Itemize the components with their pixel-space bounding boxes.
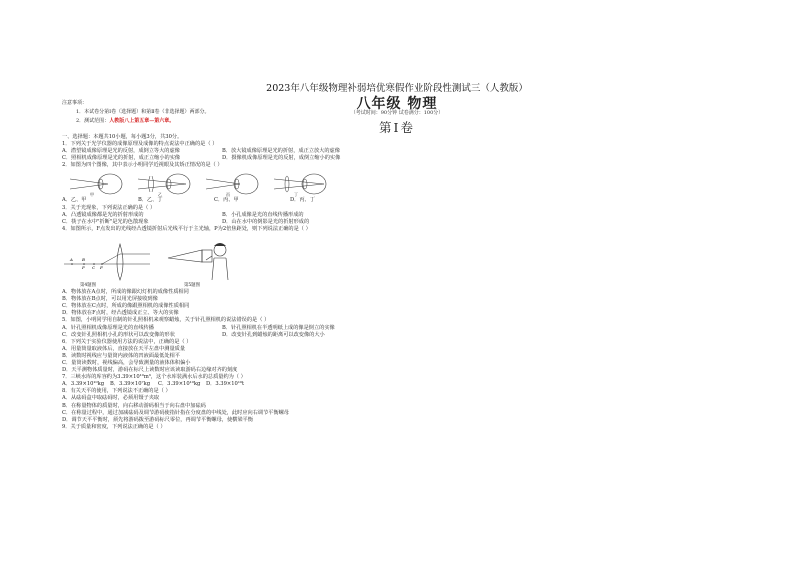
q4-option-d: D．物体放在F点时，经凸透镜成正立、等大的实像: [62, 310, 179, 317]
q4-option-b: B．物体放在B点时，可以用光屏接收到像: [62, 296, 158, 303]
q1-option-d: D．摄像机成像原理是光的反射，成倒立缩小的实像: [222, 155, 341, 162]
q6-option-c: C．量筒读数时，视线偏高，会导致测量的液体体积偏小: [62, 359, 191, 366]
q2-eye-diagrams: [68, 171, 502, 197]
eye-label-jia: 甲: [90, 192, 94, 198]
q6-option-a: A．用量筒量取液体后，直接放在天平左盘中测量质量: [62, 345, 186, 352]
q5-options-row1: [62, 325, 502, 332]
q1-option-a: A．潜望镜成像原理是光的反射，成倒立等大的虚像: [62, 148, 180, 155]
q8-stem: 8．有关天平的使用，下列说法不正确的是（ ）: [62, 388, 171, 395]
eye-diagram-ding: [272, 171, 330, 197]
eye-diagram-jia: [68, 171, 126, 197]
q8-option-a: A．从砝码盒中取砝码时，必须用镊子夹取: [62, 395, 160, 402]
q5-option-a: A．针孔照相机成像原理是光的直线传播: [62, 324, 154, 331]
svg-text:P: P: [82, 264, 85, 270]
q8-option-c: C．在称量过程中，通过加减砝码及调节游码使指针指在分度盘的中线处，此时应向右调节平衡螺母: [62, 409, 290, 416]
q2-options: [62, 197, 502, 204]
notice-item-2-prefix: 2．测试范围：: [76, 118, 110, 124]
q6-option-d: D．天平测物体质量时，游码在标尺上读数时应该读取游码右边缘对齐的刻度: [62, 367, 238, 374]
fig4-caption: 第4题图: [80, 282, 96, 288]
q2-option-d: D．丙、丁: [290, 197, 315, 204]
notice-item-1: 1．本试卷分第Ⅰ卷（选择题）和第Ⅱ卷（非选择题）两部分。: [76, 109, 210, 115]
q3-stem: 3．关于光现象，下列说法正确的是（ ）: [62, 204, 156, 211]
eye-diagram-yi: [136, 171, 194, 197]
q3-option-c: C．筷子在水中"折断"是光的色散现象: [62, 218, 149, 225]
q7-stem: 7．三峡水库的库容约为3.39×10¹⁰m³，这个水库装满水后水的总质量约为（ ）: [62, 374, 246, 381]
eye-yi-image: [136, 171, 194, 197]
eye-jia-image: [68, 171, 126, 197]
q2-option-b: B．乙、丁: [138, 197, 163, 204]
svg-text:F: F: [100, 264, 103, 270]
question-body: [62, 134, 502, 431]
part-title: 第Ⅰ卷: [379, 120, 415, 135]
eye-bing-image: [204, 171, 262, 197]
q1-option-c: C．照相机成像原理是光的折射，成正立缩小的实像: [62, 155, 181, 162]
section-heading: 一、选择题：本题共10小题，每小题3分，共30分。: [62, 134, 183, 140]
q5-option-d: D．改变针孔到蜡烛的距离可以改变像的大小: [222, 331, 325, 338]
q7-option-a: A．3.39×10¹⁰kg: [62, 381, 105, 388]
q8-option-d: D．调节天平平衡时，须先将游码拨至游码标尺零位，再调节平衡螺母，使横梁平衡: [62, 416, 253, 423]
eye-label-bing: 丙: [226, 192, 230, 198]
q8-option-b: B．在称量物体的质量时，向右移动游码相当于向右盘中加砝码: [62, 402, 206, 409]
lens-diagram: [62, 236, 152, 282]
q2-option-a: A．乙、甲: [62, 197, 87, 204]
q3-option-d: D．山在水中的倒影是光的折射形成的: [222, 218, 310, 225]
q6-stem: 6．下列关于实验仪器使用方法的说法中，正确的是（ ）: [62, 338, 192, 345]
eye-label-ding: 丁: [294, 192, 298, 198]
exam-meta: （考试时间：90分钟 试卷满分：100分）: [350, 110, 444, 116]
svg-text:B: B: [82, 256, 85, 262]
q2-option-c: C．丙、甲: [214, 197, 239, 204]
eye-ding-image: [272, 171, 330, 197]
q4-stem: 4．如图所示，F点发出的光线经凸透镜折射后光线平行于主光轴，P为2倍焦距处，则下列说法正确的是（ ）: [62, 225, 311, 232]
q3-option-b: B．小孔成像是光的直线传播形成的: [222, 211, 304, 218]
svg-text:A: A: [70, 256, 73, 262]
q9-stem: 9．关于质量和密度，下列说法正确的是（ ）: [62, 423, 166, 430]
figure-captions: [80, 282, 502, 289]
fig5-caption: 第5题图: [184, 282, 200, 288]
q3-options-row1: [62, 212, 502, 219]
q5-options-row2: [62, 332, 502, 339]
q7-option-b: B．3.39×10⁷kg: [110, 381, 151, 388]
notice-heading: 注意事项：: [62, 100, 88, 106]
eye-label-yi: 乙: [158, 192, 162, 198]
test-scope: 人教版八上第五章—第六章。: [109, 118, 175, 124]
q1-stem: 1．下列关于光学仪器的成像原理及成像的特点说法中正确的是（ ）: [62, 141, 218, 148]
q7-option-d: D．3.39×10¹⁰t: [206, 381, 245, 388]
q1-option-b: B．放大镜成像原理是光的折射，成正立放大的虚像: [222, 148, 340, 155]
q3-options-row2: [62, 219, 502, 226]
q3-option-a: A．凸透镜成像都是光的折射形成的: [62, 211, 144, 218]
q5-option-c: C．改变针孔照相机小孔的形状可以改变像的形状: [62, 331, 175, 338]
q7-option-c: C．3.39×10¹⁰kg: [158, 381, 201, 388]
subject-title: 八年级 物理: [356, 96, 438, 112]
q4-option-c: C．物体放在C点时，所成的像跟照相机的成像性质相同: [62, 303, 190, 310]
eye-diagram-bing: [204, 171, 262, 197]
q6-option-b: B．读数时视线应与量筒内液体的凹液面最低处相平: [62, 352, 180, 359]
pinhole-camera-figure: [162, 236, 242, 282]
q5-stem: 5．如图，小明同学用自制的针孔照相机来观察蜡烛，关于针孔照相机的说法错误的是（ ）: [62, 317, 270, 324]
q4-q5-figures: [62, 234, 502, 282]
svg-text:C: C: [92, 264, 96, 270]
document-title: 2023年八年级物理补弱培优寒假作业阶段性测试三（人教版）: [266, 83, 528, 94]
q4-option-a: A．物体放在A点时，所成的像跟幻灯机的成像性质相同: [62, 289, 189, 296]
q2-stem: 2．如图为四个图像，其中表示小明同学近视眼及其矫正情况的是（ ）: [62, 162, 223, 169]
q5-option-b: B．针孔照相机在半透明纸上成的像是倒立的实像: [222, 324, 335, 331]
